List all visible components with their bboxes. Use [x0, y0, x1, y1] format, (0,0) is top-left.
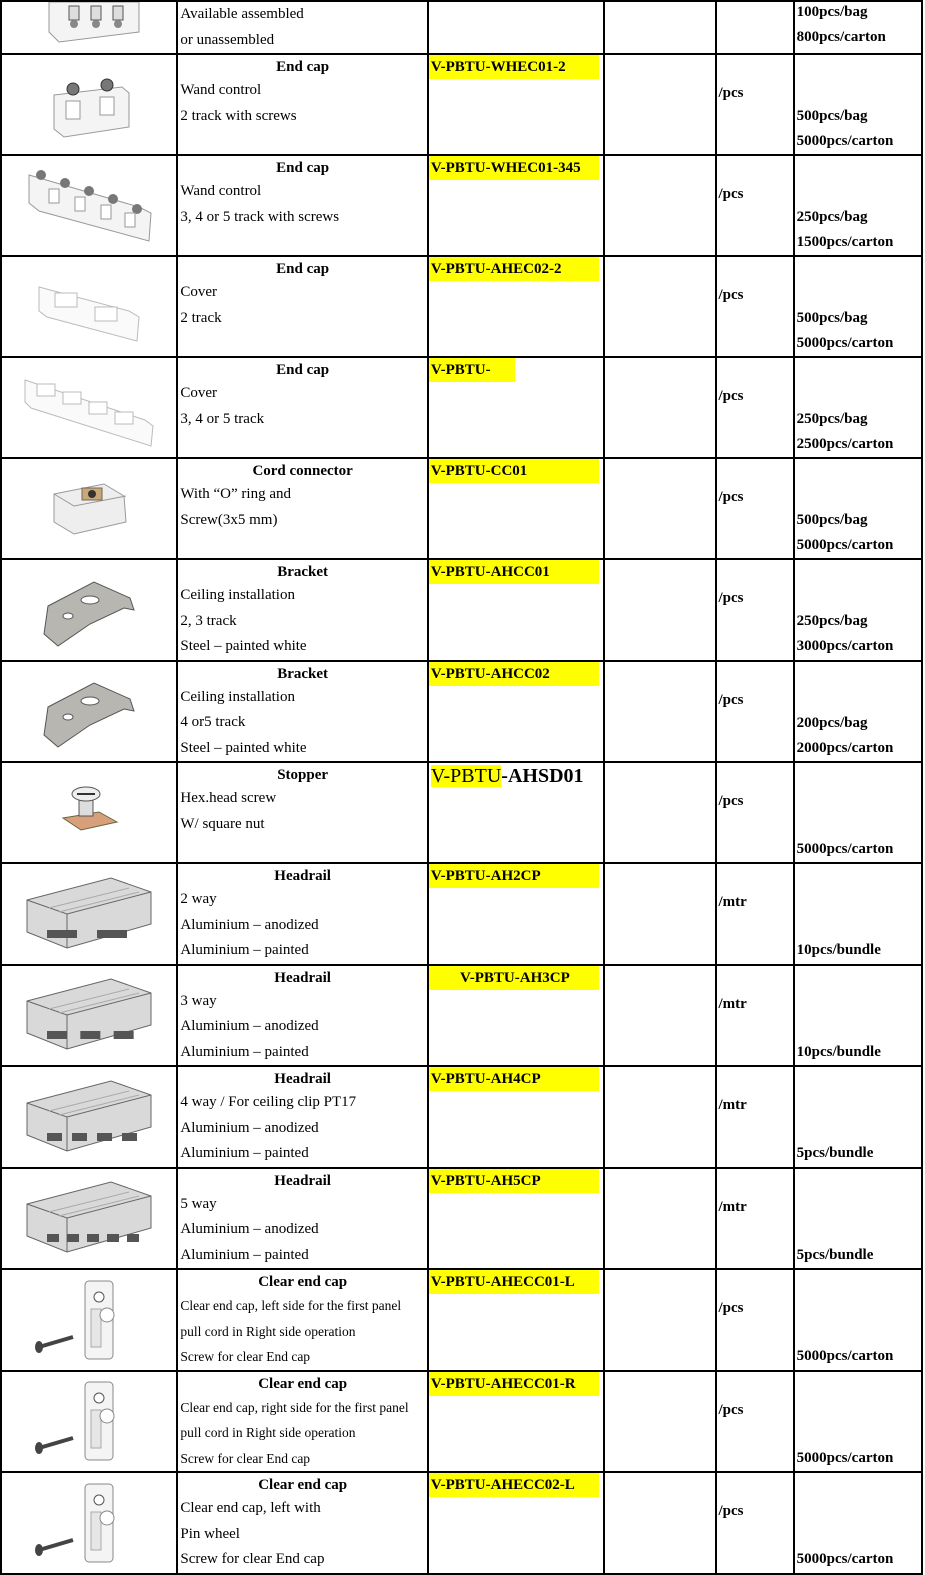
product-code-cell	[428, 1371, 604, 1473]
unit-cell	[716, 458, 794, 559]
packing-info	[795, 2, 921, 50]
product-code: V-PBTU-WHEC01-345	[429, 156, 599, 180]
bracket-icon	[2, 662, 176, 761]
packing-info	[795, 1270, 921, 1369]
product-title: Headrail	[274, 1172, 331, 1189]
description-line: Hex.head screw	[180, 790, 277, 806]
description-line: Steel – painted white	[180, 638, 307, 654]
packing-info	[795, 1067, 921, 1166]
unit-label: /pcs	[718, 590, 744, 606]
packing-info	[795, 864, 921, 963]
product-code-cell	[428, 54, 604, 155]
product-code-cell	[428, 863, 604, 965]
table-row	[1, 1371, 922, 1473]
product-title: Bracket	[277, 564, 329, 580]
unit-label: /mtr	[718, 995, 747, 1012]
unit-cell	[716, 54, 794, 155]
product-title: End cap	[276, 59, 330, 75]
description-line: Aluminium – anodized	[180, 1119, 319, 1136]
product-image-cell	[1, 1168, 177, 1270]
unit-cell	[716, 863, 794, 965]
stopper-screw-icon	[2, 763, 176, 862]
price-cell	[604, 762, 715, 863]
packing-line: 250pcs/bag	[796, 613, 868, 629]
unit-label: /pcs	[718, 186, 744, 202]
product-image-cell	[1, 1269, 177, 1371]
description-cell	[177, 559, 428, 661]
product-image-cell	[1, 155, 177, 256]
headrail-4-way-icon	[2, 1067, 176, 1166]
packing-cell	[794, 661, 922, 763]
product-code-cell	[428, 1269, 604, 1371]
unit-cell	[716, 357, 794, 458]
product-code: V-PBTU-AHECC01-R	[429, 1372, 599, 1396]
description-line: pull cord in Right side operation	[180, 1425, 356, 1440]
unit-cell	[716, 965, 794, 1067]
price-cell	[604, 256, 715, 357]
product-image-cell	[1, 357, 177, 458]
packing-cell	[794, 155, 922, 256]
description-line: Screw for clear End cap	[180, 1551, 325, 1567]
packing-cell	[794, 559, 922, 661]
product-image-cell	[1, 1, 177, 54]
end-cap-wand-2-icon	[2, 55, 176, 154]
packing-info	[795, 358, 921, 457]
end-cap-cover-2-icon	[2, 257, 176, 356]
packing-info	[795, 662, 921, 761]
product-title: Stopper	[277, 767, 329, 783]
product-image-cell	[1, 458, 177, 559]
packing-line: 250pcs/bag	[796, 411, 868, 427]
description-line: 2 track with screws	[180, 107, 297, 124]
description-line: 4 way / For ceiling clip PT17	[180, 1094, 357, 1110]
description-cell	[177, 863, 428, 965]
packing-info	[795, 763, 921, 862]
unit-label: /pcs	[718, 1401, 744, 1418]
product-code-rest: -AHSD01	[501, 765, 584, 787]
table-row	[1, 965, 922, 1067]
packing-lines	[797, 1446, 894, 1471]
product-code-highlight: V-PBTU	[430, 765, 502, 787]
description-line: Wand control	[180, 82, 262, 98]
product-title: Headrail	[274, 868, 331, 884]
product-code: V-PBTU-WHEC01-2	[429, 55, 599, 79]
description-line: Cover	[180, 284, 218, 300]
product-title: End cap	[276, 362, 330, 378]
unit-cell	[716, 1371, 794, 1473]
description-line: 3 way	[180, 992, 217, 1009]
unit-label: /mtr	[718, 1097, 747, 1113]
table-row	[1, 256, 922, 357]
description-line: 3, 4 or 5 track with screws	[180, 208, 340, 225]
price-cell	[604, 1269, 715, 1371]
packing-cell	[794, 1472, 922, 1574]
unit-label: /pcs	[718, 1503, 744, 1519]
table-row	[1, 1269, 922, 1371]
price-cell	[604, 357, 715, 458]
description-line: Available assembled	[180, 6, 304, 22]
packing-lines	[797, 1547, 894, 1572]
product-title: Headrail	[274, 969, 331, 986]
product-code: V-PBTU-AH4CP	[429, 1067, 599, 1091]
product-image-cell	[1, 965, 177, 1067]
packing-info	[795, 1372, 921, 1471]
packing-lines	[797, 938, 881, 963]
packing-lines	[797, 104, 894, 154]
description-line: Clear end cap, left side for the first panel	[180, 1298, 402, 1313]
table-row	[1, 54, 922, 155]
unit-cell	[716, 1168, 794, 1270]
packing-cell	[794, 1066, 922, 1168]
description-line: 3, 4 or 5 track	[180, 410, 265, 427]
product-code-cell	[428, 661, 604, 763]
unit-label: /pcs	[718, 691, 744, 708]
product-title: Headrail	[274, 1071, 331, 1087]
description-cell	[177, 1168, 428, 1270]
unit-label: /pcs	[718, 489, 744, 505]
packing-lines	[797, 306, 894, 356]
unit-cell	[716, 1269, 794, 1371]
product-code: V-PBTU-AH5CP	[429, 1169, 599, 1193]
product-title: End cap	[276, 160, 330, 176]
end-cap-wand-345-icon	[2, 156, 176, 255]
packing-info	[795, 459, 921, 558]
unit-cell	[716, 1472, 794, 1574]
table-row	[1, 1, 922, 54]
price-cell	[604, 863, 715, 965]
product-code-cell	[428, 1, 604, 54]
description-line: 2, 3 track	[180, 612, 237, 629]
packing-cell	[794, 762, 922, 863]
description-line: or unassembled	[180, 31, 275, 48]
packing-line: 5000pcs/carton	[796, 1449, 894, 1466]
product-code-cell	[428, 965, 604, 1067]
unit-label: /pcs	[718, 793, 744, 809]
packing-info	[795, 560, 921, 659]
description-line: Aluminium – painted	[180, 1145, 309, 1161]
packing-info	[795, 257, 921, 356]
packing-lines	[797, 609, 894, 659]
packing-lines	[797, 711, 894, 761]
table-row	[1, 155, 922, 256]
description-line: Clear end cap, left with	[180, 1500, 321, 1516]
price-cell	[604, 1168, 715, 1270]
unit-cell	[716, 661, 794, 763]
table-row	[1, 357, 922, 458]
unit-label: /mtr	[718, 894, 747, 910]
product-code: V-PBTU-AHECC02-L	[429, 1473, 599, 1497]
description-cell	[177, 155, 428, 256]
headrail-5-way-icon	[2, 1169, 176, 1268]
packing-cell	[794, 54, 922, 155]
description-cell	[177, 1371, 428, 1473]
description-cell	[177, 1472, 428, 1574]
description-line: Wand control	[180, 183, 262, 199]
product-title: Cord connector	[252, 463, 353, 479]
description-line: 5 way	[180, 1195, 217, 1212]
product-code: V-PBTU-AHECC01-L	[429, 1270, 599, 1294]
product-code: V-PBTU-AHCC02	[429, 662, 599, 686]
end-cap-assembly-icon	[2, 2, 176, 50]
description-line: 2 track	[180, 309, 222, 326]
description-line: With “O” ring and	[180, 486, 291, 502]
product-image-cell	[1, 1371, 177, 1473]
packing-info	[795, 966, 921, 1065]
description-cell	[177, 965, 428, 1067]
description-cell	[177, 762, 428, 863]
product-image-cell	[1, 1472, 177, 1574]
product-code-cell	[428, 458, 604, 559]
product-code-cell	[428, 155, 604, 256]
description-line: Aluminium – painted	[180, 1246, 309, 1263]
packing-line: 10pcs/bundle	[796, 1043, 881, 1060]
table-row	[1, 458, 922, 559]
description-line: Aluminium – anodized	[180, 1221, 319, 1237]
table-row	[1, 762, 922, 863]
packing-cell	[794, 863, 922, 965]
unit-cell	[716, 155, 794, 256]
product-title: Clear end cap	[258, 1477, 348, 1493]
packing-cell	[794, 458, 922, 559]
packing-cell	[794, 1, 922, 54]
product-image-cell	[1, 762, 177, 863]
description-line: 2 way	[180, 891, 217, 907]
product-image-cell	[1, 863, 177, 965]
table-row	[1, 1066, 922, 1168]
packing-line: 200pcs/bag	[796, 714, 868, 731]
packing-lines	[797, 1, 886, 50]
packing-line: 3000pcs/carton	[796, 638, 894, 654]
description-line: Screw for clear End cap	[180, 1450, 311, 1466]
unit-label: /pcs	[718, 85, 744, 101]
product-image-cell	[1, 256, 177, 357]
product-title: Clear end cap	[258, 1274, 348, 1290]
description-line: Cover	[180, 385, 218, 401]
table-row	[1, 1168, 922, 1270]
packing-cell	[794, 357, 922, 458]
table-row	[1, 559, 922, 661]
product-code: V-PBTU-CC01	[429, 459, 599, 483]
description-line: Ceiling installation	[180, 688, 295, 705]
cord-connector-icon	[2, 459, 176, 558]
packing-line: 5000pcs/carton	[796, 537, 894, 553]
headrail-3-way-icon	[2, 966, 176, 1065]
description-line: Aluminium – anodized	[180, 1018, 319, 1034]
packing-line: 5000pcs/carton	[796, 1551, 894, 1567]
description-cell	[177, 1, 428, 54]
unit-label: /pcs	[718, 1300, 744, 1316]
product-image-cell	[1, 661, 177, 763]
product-code-cell	[428, 1168, 604, 1270]
price-cell	[604, 54, 715, 155]
description-line: Screw for clear End cap	[180, 1349, 311, 1364]
packing-line: 5000pcs/carton	[796, 133, 894, 149]
product-image-cell	[1, 54, 177, 155]
description-cell	[177, 1066, 428, 1168]
packing-cell	[794, 1371, 922, 1473]
price-cell	[604, 1066, 715, 1168]
packing-lines	[797, 1243, 874, 1268]
unit-cell	[716, 762, 794, 863]
product-image-cell	[1, 559, 177, 661]
product-title: Bracket	[277, 665, 329, 682]
product-title: End cap	[276, 261, 330, 277]
description-line: Steel – painted white	[180, 739, 307, 756]
packing-line: 5000pcs/carton	[796, 1348, 894, 1364]
description-cell	[177, 661, 428, 763]
packing-info	[795, 156, 921, 255]
description-line: Screw(3x5 mm)	[180, 511, 278, 528]
bracket-icon	[2, 560, 176, 659]
packing-cell	[794, 1269, 922, 1371]
packing-lines	[797, 1040, 881, 1065]
description-cell	[177, 256, 428, 357]
product-code: V-PBTU-AH2CP	[429, 864, 599, 888]
packing-line: 5000pcs/carton	[796, 335, 894, 351]
product-code-cell	[428, 357, 604, 458]
unit-cell	[716, 1066, 794, 1168]
packing-lines	[797, 1141, 874, 1166]
table-row	[1, 863, 922, 965]
price-cell	[604, 458, 715, 559]
price-cell	[604, 155, 715, 256]
description-line: Clear end cap, right side for the first panel	[180, 1399, 409, 1415]
packing-cell	[794, 965, 922, 1067]
packing-cell	[794, 256, 922, 357]
packing-lines	[797, 1344, 894, 1369]
packing-cell	[794, 1168, 922, 1270]
description-cell	[177, 1269, 428, 1371]
packing-line: 5000pcs/carton	[796, 841, 894, 857]
price-cell	[604, 1472, 715, 1574]
product-code-cell	[428, 762, 604, 863]
description-line: Ceiling installation	[180, 587, 295, 603]
packing-lines	[797, 508, 894, 558]
description-cell	[177, 54, 428, 155]
price-cell	[604, 1371, 715, 1473]
packing-lines	[797, 407, 894, 457]
packing-info	[795, 1169, 921, 1268]
product-image-cell	[1, 1066, 177, 1168]
end-cap-cover-345-icon	[2, 358, 176, 457]
product-code: V-PBTU-AH3CP	[429, 966, 599, 990]
description-line: 4 or5 track	[180, 714, 246, 730]
table-row	[1, 1472, 922, 1574]
packing-lines	[797, 837, 894, 862]
clear-end-cap-left-icon	[2, 1270, 176, 1369]
packing-line: 5pcs/bundle	[796, 1246, 874, 1263]
product-code	[429, 763, 584, 789]
headrail-2-way-icon	[2, 864, 176, 963]
packing-line: 10pcs/bundle	[796, 942, 881, 958]
product-code: V-PBTU-AHEC02-2	[429, 257, 599, 281]
price-cell	[604, 661, 715, 763]
product-code-cell	[428, 1472, 604, 1574]
description-cell	[177, 357, 428, 458]
product-title: Clear end cap	[258, 1375, 348, 1392]
description-line: W/ square nut	[180, 815, 265, 832]
unit-cell	[716, 256, 794, 357]
price-cell	[604, 559, 715, 661]
packing-line: 500pcs/bag	[796, 512, 868, 528]
packing-line: 250pcs/bag	[796, 209, 868, 225]
packing-line: 2000pcs/carton	[796, 739, 894, 756]
packing-line: 500pcs/bag	[796, 108, 868, 124]
unit-cell	[716, 559, 794, 661]
price-cell	[604, 1, 715, 54]
unit-label: /pcs	[718, 287, 744, 303]
unit-cell	[716, 1, 794, 54]
unit-label: /pcs	[718, 388, 744, 404]
packing-line: 800pcs/carton	[796, 29, 886, 45]
packing-info	[795, 1473, 921, 1572]
description-line: Aluminium – anodized	[180, 916, 319, 933]
packing-line: 5pcs/bundle	[796, 1145, 874, 1161]
description-line: pull cord in Right side operation	[180, 1323, 356, 1339]
price-cell	[604, 965, 715, 1067]
description-cell	[177, 458, 428, 559]
product-code-cell	[428, 1066, 604, 1168]
packing-lines	[797, 205, 894, 255]
packing-line: 500pcs/bag	[796, 310, 868, 326]
unit-label: /mtr	[718, 1198, 747, 1215]
packing-line: 2500pcs/carton	[796, 436, 894, 452]
description-line: Aluminium – painted	[180, 1043, 309, 1060]
clear-end-cap-pin-wheel-icon	[2, 1473, 176, 1572]
packing-line: 1500pcs/carton	[796, 234, 894, 250]
packing-info	[795, 55, 921, 154]
description-line: Pin wheel	[180, 1525, 240, 1542]
product-code-cell	[428, 559, 604, 661]
clear-end-cap-right-icon	[2, 1372, 176, 1471]
product-code-cell	[428, 256, 604, 357]
product-code: V-PBTU-	[429, 358, 515, 382]
description-line: Aluminium – painted	[180, 942, 309, 958]
packing-line: 100pcs/bag	[796, 4, 868, 20]
product-code: V-PBTU-AHCC01	[429, 560, 599, 584]
table-row	[1, 661, 922, 763]
